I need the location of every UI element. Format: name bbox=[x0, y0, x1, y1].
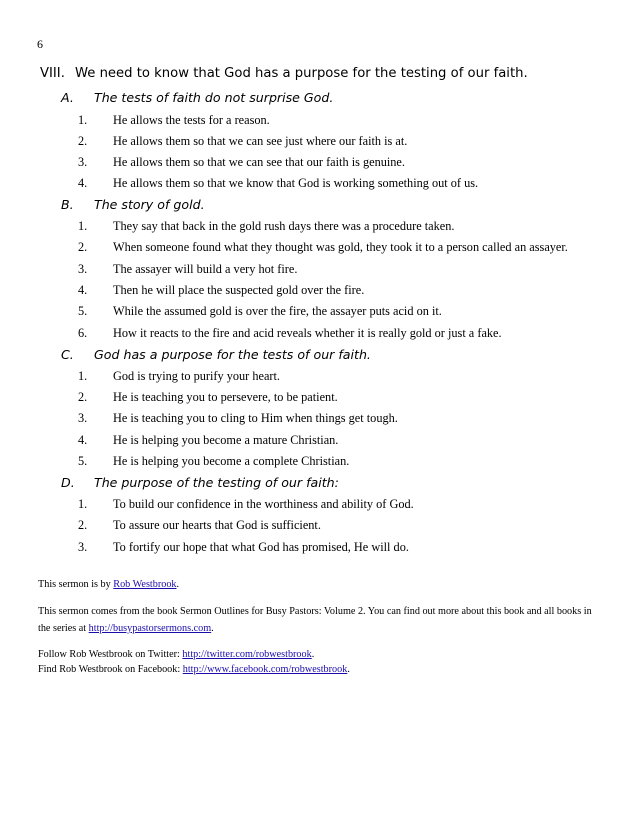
section-heading-b bbox=[61, 197, 205, 212]
item-number: 2. bbox=[78, 390, 88, 404]
item-text: He is teaching you to cling to Him when things get tough. bbox=[113, 411, 398, 425]
item-text: To fortify our hope that what God has promised, He will do. bbox=[113, 540, 409, 554]
item-number: 6. bbox=[78, 326, 88, 340]
section-heading-a bbox=[61, 90, 333, 105]
list-item bbox=[78, 454, 349, 469]
book-info-suffix: . bbox=[211, 623, 214, 634]
item-number: 3. bbox=[78, 155, 88, 169]
list-item bbox=[78, 176, 478, 191]
item-number: 3. bbox=[78, 540, 88, 554]
list-item bbox=[78, 283, 364, 298]
facebook-suffix: . bbox=[347, 664, 350, 675]
item-number: 1. bbox=[78, 113, 88, 127]
facebook-link[interactable]: http://www.facebook.com/robwestbrook bbox=[182, 664, 348, 675]
item-text: He allows them so that we know that God is working something out of us. bbox=[113, 176, 479, 190]
item-text: He allows them so that we can see that our faith is genuine. bbox=[113, 155, 405, 169]
author-credit-text: This sermon is by bbox=[38, 579, 114, 590]
twitter-suffix: . bbox=[311, 649, 315, 660]
list-item bbox=[78, 262, 297, 277]
item-text: Then he will place the suspected gold over the fire. bbox=[113, 283, 365, 297]
item-text: He is teaching you to persevere, to be patient. bbox=[113, 390, 338, 404]
item-number: 1. bbox=[78, 369, 88, 383]
item-text: How it reacts to the fire and acid reveals whether it is really gold or just a fake. bbox=[113, 326, 502, 340]
main-heading bbox=[40, 66, 528, 81]
list-item bbox=[78, 219, 454, 234]
item-text: He allows the tests for a reason. bbox=[113, 113, 270, 127]
author-link[interactable]: Rob Westbrook bbox=[113, 579, 177, 590]
item-number: 3. bbox=[78, 411, 88, 425]
main-heading-text: We need to know that God has a purpose for the testing of our faith. bbox=[75, 66, 528, 81]
item-text: They say that back in the gold rush days there was a procedure taken. bbox=[113, 219, 455, 233]
twitter-link[interactable]: http://twitter.com/robwestbrook bbox=[182, 649, 312, 660]
section-letter: D. bbox=[61, 475, 75, 490]
list-item bbox=[78, 155, 405, 170]
item-text: To build our confidence in the worthiness and ability of God. bbox=[113, 497, 414, 511]
section-title: The tests of faith do not surprise God. bbox=[94, 90, 334, 105]
item-text: God is trying to purify your heart. bbox=[113, 369, 281, 383]
section-letter: A. bbox=[61, 90, 74, 105]
item-number: 2. bbox=[78, 134, 88, 148]
main-heading-numeral: VIII. bbox=[40, 66, 65, 81]
section-heading-c bbox=[61, 347, 371, 362]
list-item bbox=[78, 411, 398, 426]
list-item bbox=[78, 326, 502, 341]
author-credit-suffix: . bbox=[176, 579, 180, 590]
item-number: 2. bbox=[78, 240, 88, 254]
list-item bbox=[78, 113, 270, 128]
section-title: God has a purpose for the tests of our faith. bbox=[94, 347, 371, 362]
list-item bbox=[78, 540, 409, 555]
facebook-line bbox=[38, 661, 598, 678]
item-text: He is helping you become a mature Christian. bbox=[113, 433, 339, 447]
book-info-text: This sermon comes from the book Sermon Outlines for Busy Pastors: Volume 2. You can find out more about this book and all books in the series at bbox=[38, 606, 592, 634]
list-item bbox=[78, 240, 568, 255]
item-number: 5. bbox=[78, 454, 88, 468]
facebook-text: Find Rob Westbrook on Facebook: bbox=[38, 664, 183, 675]
item-number: 5. bbox=[78, 304, 88, 318]
twitter-text: Follow Rob Westbrook on Twitter: bbox=[38, 649, 183, 660]
list-item bbox=[78, 369, 280, 384]
book-site-link[interactable]: http://busypastorsermons.com bbox=[88, 623, 212, 634]
section-letter: B. bbox=[61, 197, 74, 212]
item-number: 4. bbox=[78, 433, 88, 447]
item-number: 1. bbox=[78, 497, 88, 511]
section-letter: C. bbox=[61, 347, 74, 362]
item-text: He is helping you become a complete Christian. bbox=[113, 454, 350, 468]
item-text: He allows them so that we can see just where our faith is at. bbox=[113, 134, 408, 148]
item-text: The assayer will build a very hot fire. bbox=[113, 262, 298, 276]
section-title: The story of gold. bbox=[94, 197, 205, 212]
item-text: While the assumed gold is over the fire, the assayer puts acid on it. bbox=[113, 304, 442, 318]
section-title: The purpose of the testing of our faith: bbox=[94, 475, 339, 490]
item-text: To assure our hearts that God is sufficient. bbox=[113, 518, 321, 532]
item-number: 2. bbox=[78, 518, 88, 532]
book-info bbox=[38, 603, 598, 637]
item-number: 3. bbox=[78, 262, 88, 276]
section-heading-d bbox=[61, 475, 339, 490]
list-item bbox=[78, 304, 442, 319]
item-number: 4. bbox=[78, 283, 88, 297]
list-item bbox=[78, 497, 414, 512]
list-item bbox=[78, 433, 338, 448]
item-number: 1. bbox=[78, 219, 88, 233]
list-item bbox=[78, 390, 338, 405]
item-number: 4. bbox=[78, 176, 88, 190]
page-number: 6 bbox=[37, 37, 43, 51]
author-credit bbox=[38, 576, 598, 593]
item-text: When someone found what they thought was gold, they took it to a person called an assayer. bbox=[113, 240, 568, 254]
list-item bbox=[78, 134, 407, 149]
list-item bbox=[78, 518, 321, 533]
